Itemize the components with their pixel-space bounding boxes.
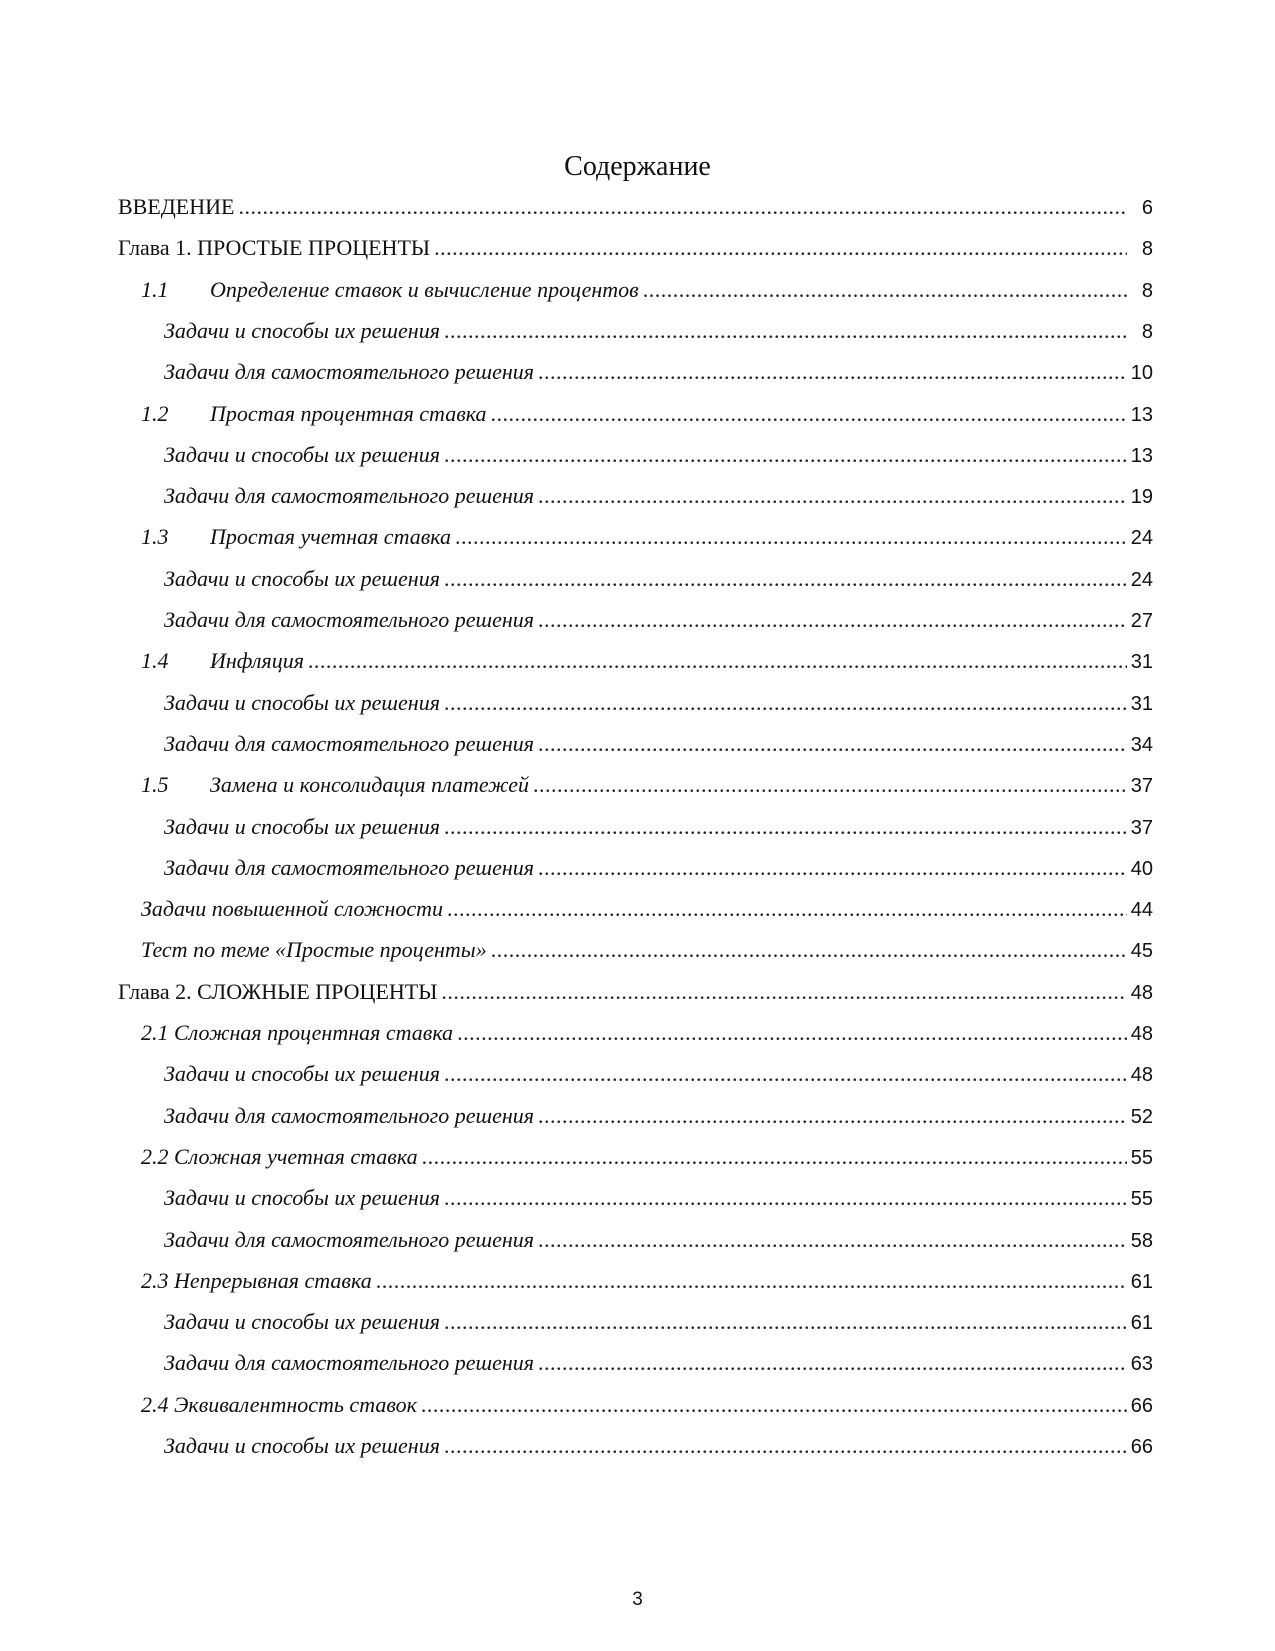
dot-leader <box>444 440 1127 470</box>
dot-leader <box>491 399 1127 429</box>
toc-entry-page: 61 <box>1130 1270 1153 1293</box>
dot-leader <box>643 275 1127 305</box>
dot-leader <box>538 1348 1127 1378</box>
toc-entry[interactable] <box>164 1431 1153 1461</box>
toc-entry-page: 66 <box>1130 1436 1153 1458</box>
toc-entry-label: Задачи повышенной сложности <box>141 896 443 922</box>
toc-entry-number: 1.4 <box>141 648 169 674</box>
toc-entry-label: Задачи и способы их решения <box>164 565 440 591</box>
toc-entry[interactable] <box>141 522 1153 552</box>
toc-entry-page: 24 <box>1130 568 1153 591</box>
toc-entry-label: Задачи для самостоятельного решения <box>164 1350 534 1376</box>
toc-entry-label: Задачи и способы их решения <box>164 1433 440 1458</box>
toc-entry-page: 24 <box>1130 527 1153 550</box>
dot-leader <box>434 233 1127 263</box>
toc-entry[interactable] <box>118 233 1153 263</box>
toc-entry-page: 37 <box>1130 816 1153 839</box>
toc-entry-page: 37 <box>1130 775 1153 798</box>
toc-entry-label: Тест по теме «Простые проценты» <box>141 937 487 963</box>
toc-entry-label: 2.4 Эквивалентность ставок <box>141 1391 417 1417</box>
toc-entry[interactable] <box>164 564 1153 594</box>
toc-entry-label: Задачи для самостоятельного решения <box>164 483 534 509</box>
dot-leader <box>422 1142 1127 1172</box>
toc-entry-page: 6 <box>1141 197 1153 219</box>
toc-entry-label: Задачи и способы их решения <box>164 813 440 839</box>
toc-entry-label: Задачи и способы их решения <box>164 1309 440 1335</box>
toc-entry-label: Задачи для самостоятельного решения <box>164 1226 534 1252</box>
dot-leader <box>444 812 1127 842</box>
toc-entry[interactable] <box>164 1183 1153 1213</box>
toc-entry[interactable] <box>141 935 1153 965</box>
toc-entry[interactable] <box>164 1059 1153 1089</box>
toc-entry-label: ВВЕДЕНИЕ <box>118 194 235 219</box>
toc-entry[interactable] <box>141 1142 1153 1172</box>
toc-entry[interactable] <box>141 646 1153 676</box>
toc-entry[interactable] <box>164 605 1153 635</box>
dot-leader <box>538 853 1127 883</box>
dot-leader <box>538 605 1127 635</box>
toc-entry-page: 48 <box>1130 981 1153 1004</box>
toc-entry-page: 13 <box>1130 444 1153 467</box>
toc-entry-label: Замена и консолидация платежей <box>210 772 529 798</box>
toc-entry[interactable] <box>141 1018 1153 1048</box>
toc-entry[interactable] <box>164 812 1153 842</box>
toc-entry-number: 1.5 <box>141 772 169 798</box>
dot-leader <box>533 770 1127 800</box>
page-number: 3 <box>632 1589 643 1610</box>
dot-leader <box>538 729 1127 759</box>
toc-entry-page: 55 <box>1130 1188 1153 1211</box>
page-title: Содержание <box>564 151 711 182</box>
dot-leader <box>538 481 1127 511</box>
toc-entry-page: 58 <box>1130 1229 1153 1252</box>
toc-entry-page: 8 <box>1141 238 1153 261</box>
toc-entry[interactable] <box>118 192 1153 222</box>
dot-leader <box>455 522 1127 552</box>
dot-leader <box>444 1183 1127 1213</box>
toc-entry-label: Определение ставок и вычисление процентов <box>210 276 639 302</box>
toc-entry[interactable] <box>141 275 1153 305</box>
toc-entry[interactable] <box>141 770 1153 800</box>
toc-entry-page: 48 <box>1130 1023 1153 1045</box>
toc-entry[interactable] <box>164 853 1153 883</box>
toc-entry-page: 31 <box>1130 651 1153 674</box>
toc-entry-page: 45 <box>1130 940 1153 963</box>
toc-entry-label: Задачи для самостоятельного решения <box>164 607 534 632</box>
toc-entry-label: Глава 2. СЛОЖНЫЕ ПРОЦЕНТЫ <box>118 978 438 1004</box>
toc-entry-page: 8 <box>1141 279 1153 302</box>
dot-leader <box>538 1101 1127 1131</box>
dot-leader <box>447 894 1127 924</box>
toc-entry[interactable] <box>164 440 1153 470</box>
toc-entry[interactable] <box>164 729 1153 759</box>
toc-entry-page: 52 <box>1130 1105 1153 1128</box>
toc-entry-label: Инфляция <box>210 648 304 674</box>
toc-entry-page: 10 <box>1130 362 1153 385</box>
toc-entry-number: 1.1 <box>141 276 169 302</box>
toc-entry-page: 34 <box>1130 733 1153 756</box>
dot-leader <box>491 935 1127 965</box>
toc-entry-page: 44 <box>1130 899 1153 922</box>
toc-entry-page: 19 <box>1130 486 1153 509</box>
toc-entry-page: 55 <box>1130 1146 1153 1169</box>
toc-entry-label: Задачи и способы их решения <box>164 1061 440 1087</box>
dot-leader <box>538 357 1127 387</box>
toc-entry-label: Задачи для самостоятельного решения <box>164 1102 534 1128</box>
toc-entry-label: Задачи для самостоятельного решения <box>164 730 534 756</box>
toc-entry-page: 48 <box>1130 1064 1153 1087</box>
toc-entry-page: 40 <box>1130 857 1153 880</box>
dot-leader <box>421 1390 1127 1420</box>
toc-entry[interactable] <box>141 399 1153 429</box>
toc-entry-label: Простая учетная ставка <box>210 524 452 550</box>
dot-leader <box>444 1059 1127 1089</box>
toc-entry[interactable] <box>164 1307 1153 1337</box>
toc-entry-number: 1.3 <box>141 524 169 550</box>
toc-entry[interactable] <box>164 1225 1153 1255</box>
toc-entry[interactable] <box>164 316 1153 346</box>
toc-entry-label: 2.2 Сложная учетная ставка <box>141 1143 418 1169</box>
dot-leader <box>538 1225 1127 1255</box>
toc-entry-label: Глава 1. ПРОСТЫЕ ПРОЦЕНТЫ <box>118 235 431 261</box>
dot-leader <box>457 1018 1127 1048</box>
dot-leader <box>444 688 1127 718</box>
toc-entry[interactable] <box>164 1101 1153 1131</box>
toc-entry-label: Задачи и способы их решения <box>164 441 440 467</box>
toc-entry-label: 2.3 Непрерывная ставка <box>141 1267 372 1293</box>
toc-entry-label: Задачи и способы их решения <box>164 1185 440 1211</box>
dot-leader <box>444 564 1127 594</box>
toc-entry[interactable] <box>164 481 1153 511</box>
toc-entry[interactable] <box>141 1390 1153 1420</box>
toc-entry-label: Задачи и способы их решения <box>164 317 440 343</box>
dot-leader <box>444 1431 1127 1461</box>
toc-entry[interactable] <box>141 894 1153 924</box>
toc-entry[interactable] <box>164 1348 1153 1378</box>
toc-entry-page: 31 <box>1130 692 1153 715</box>
toc-entry-number: 1.2 <box>141 400 169 426</box>
toc-entry-label: Простая процентная ставка <box>210 400 487 426</box>
toc-entry-label: 2.1 Сложная процентная ставка <box>141 1020 454 1045</box>
dot-leader <box>308 646 1127 676</box>
toc-entry-label: Задачи и способы их решения <box>164 689 440 715</box>
dot-leader <box>444 316 1127 346</box>
toc-entry[interactable] <box>141 1266 1153 1296</box>
toc-entry-page: 63 <box>1130 1353 1153 1376</box>
toc-entry[interactable] <box>164 357 1153 387</box>
dot-leader <box>376 1266 1127 1296</box>
toc-entry-page: 66 <box>1130 1394 1153 1417</box>
dot-leader <box>238 192 1127 222</box>
toc-entry-page: 61 <box>1130 1312 1153 1335</box>
dot-leader <box>441 977 1127 1007</box>
dot-leader <box>444 1307 1127 1337</box>
toc-entry-page: 13 <box>1130 403 1153 426</box>
toc-entry[interactable] <box>164 688 1153 718</box>
toc-entry-label: Задачи для самостоятельного решения <box>164 854 534 880</box>
toc-entry-page: 8 <box>1141 320 1153 343</box>
toc-entry[interactable] <box>118 977 1153 1007</box>
toc-entry-label: Задачи для самостоятельного решения <box>164 359 534 385</box>
toc-entry-page: 27 <box>1130 610 1153 632</box>
